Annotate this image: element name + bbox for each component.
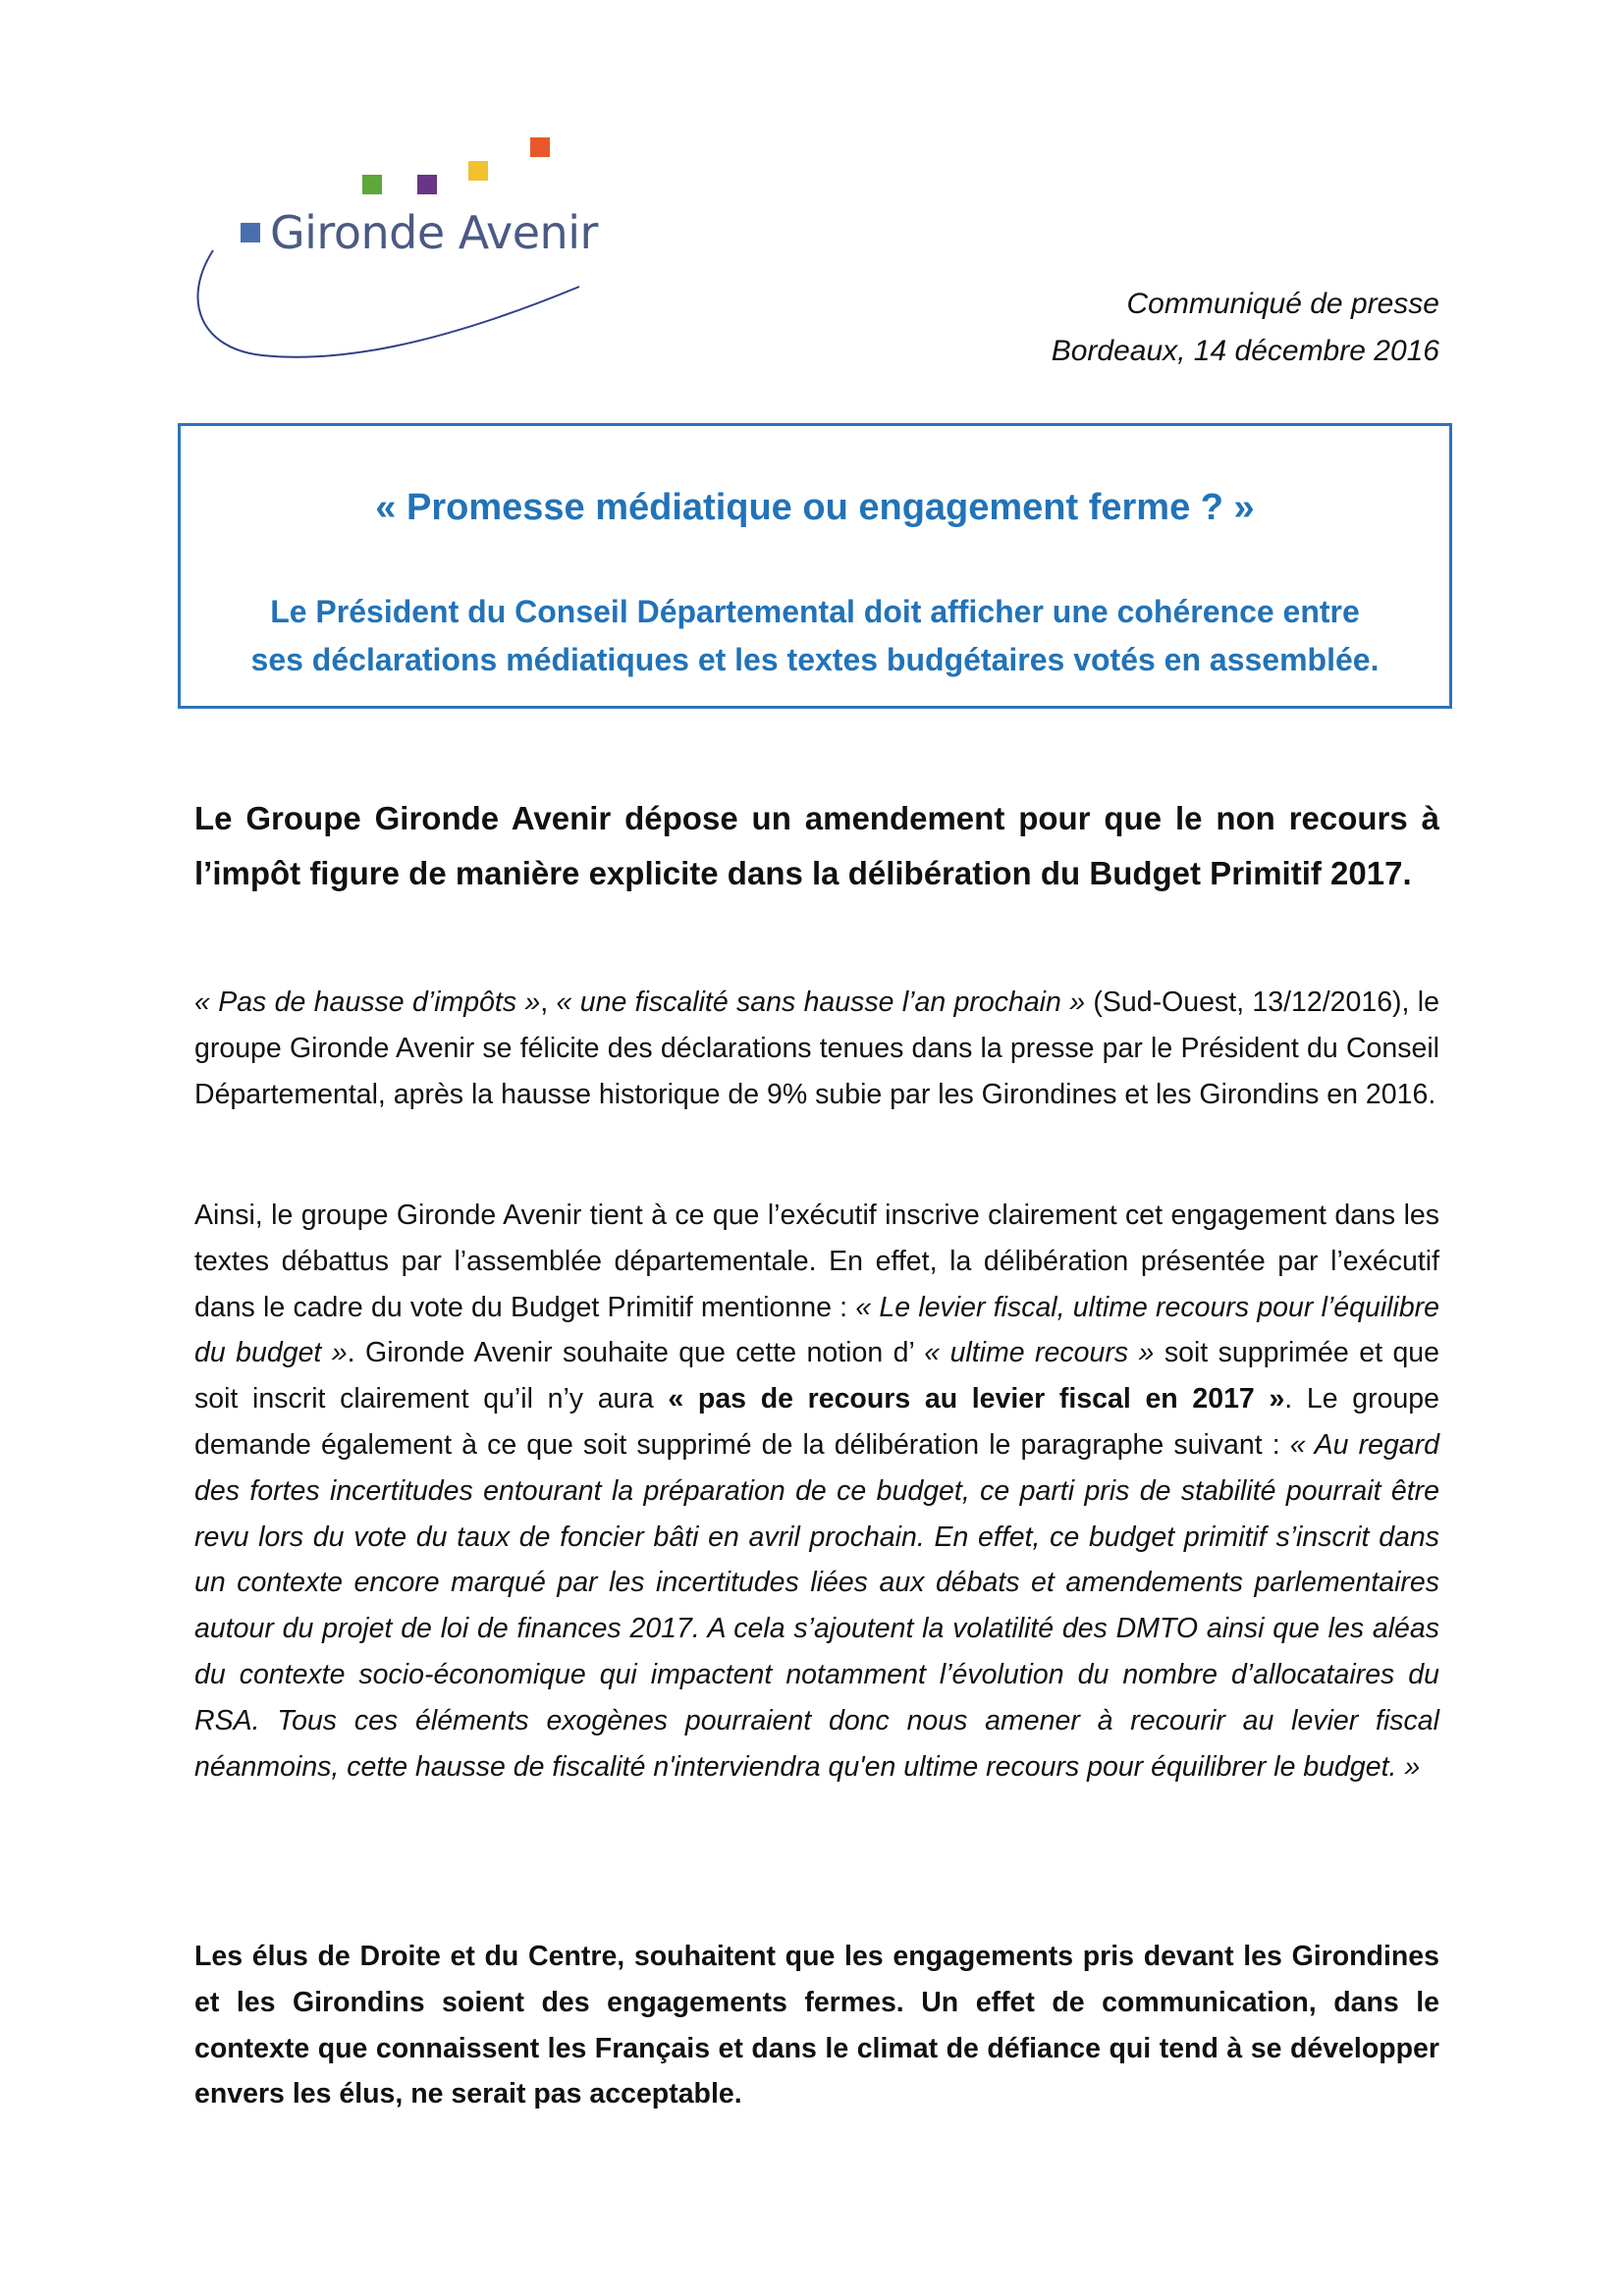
- paragraph-conclusion: Les élus de Droite et du Centre, souhaitent que les engagements pris devant les Girondines et les Girondins soient des engagements fermes. Un effet de communication, dans le contexte que connaissent les Français et dans le climat de défiance qui tend à se développer envers les élus, ne serait pas acceptable.: [194, 1941, 1439, 2110]
- document-meta: [1052, 281, 1439, 375]
- headline-subtitle-line1: Le Président du Conseil Départemental doit afficher une cohérence entre: [270, 594, 1360, 629]
- paragraph-quotes: [194, 980, 1439, 1117]
- p2-text-4: . Le groupe demande également à ce que soit supprimé de la délibération le paragraphe suivant :: [194, 1383, 1439, 1461]
- paragraph-quotes-rest: (Sud-Ouest, 13/12/2016), le groupe Gironde Avenir se félicite des déclarations tenues dans la presse par le Président du Conseil Départemental, après la hausse historique de 9% subie par les Girondines et les Girondins en 2016.: [194, 987, 1439, 1110]
- headline-box: [178, 423, 1452, 709]
- headline-subtitle: [181, 588, 1449, 684]
- quote-1: « Pas de hausse d’impôts »: [194, 987, 541, 1018]
- logo-swoosh: [198, 250, 579, 357]
- p2-text-1: Ainsi, le groupe Gironde Avenir tient à ce que l’exécutif inscrive clairement cet engagement dans les textes débattus par l’assemblée départementale. En effet, la délibération présentée par l’exécutif dans le cadre du vote du Budget Primitif mentionne :: [194, 1200, 1439, 1323]
- logo-square-purple: [417, 175, 437, 194]
- logo-square-green: [362, 175, 382, 194]
- logo-square-blue: [241, 223, 260, 242]
- p2-quote-levier: « Le levier fiscal, ultime recours pour l’équilibre du budget »: [194, 1291, 1440, 1369]
- headline-title: « Promesse médiatique ou engagement ferme ? »: [375, 487, 1255, 528]
- logo-square-yellow: [468, 161, 488, 181]
- paragraph-amendment: [194, 1193, 1439, 1789]
- gironde-avenir-logo: [191, 128, 604, 368]
- quote-2: « une fiscalité sans hausse l’an prochain »: [556, 987, 1086, 1018]
- logo-wordmark: Gironde Avenir: [270, 206, 598, 259]
- p2-text-3: soit supprimée et que soit inscrit clairement qu’il n’y aura: [194, 1337, 1439, 1415]
- p2-bold-commitment: « pas de recours au levier fiscal en 2017 »: [668, 1383, 1285, 1415]
- p2-quote-ultime: « ultime recours »: [924, 1337, 1155, 1369]
- p2-text-2: . Gironde Avenir souhaite que cette notion d’: [347, 1337, 925, 1369]
- place-date: Bordeaux, 14 décembre 2016: [1051, 335, 1439, 367]
- document-type: Communiqué de presse: [1126, 288, 1439, 320]
- logo-square-orange: [530, 137, 550, 157]
- quote-separator: ,: [540, 987, 557, 1018]
- p2-quote-paragraph: « Au regard des fortes incertitudes entourant la préparation de ce budget, ce parti pris de stabilité pourrait être revu lors du vote du taux de foncier bâti en avril prochain. En effet, ce budget primitif s’inscrit dans un contexte encore marqué par les incertitudes liées aux débats et amendements parlementaires autour du projet de loi de finances 2017. A cela s’ajoutent la volatilité des DMTO ainsi que les aléas du contexte socio-économique qui impactent notamment l’évolution du nombre d’allocataires du RSA. Tous ces éléments exogènes pourraient donc nous amener à recourir au levier fiscal néanmoins, cette hausse de fiscalité n'interviendra qu'en ultime recours pour équilibrer le budget. »: [194, 1428, 1439, 1783]
- headline-subtitle-line2: ses déclarations médiatiques et les textes budgétaires votés en assemblée.: [250, 642, 1380, 677]
- lead-paragraph: Le Groupe Gironde Avenir dépose un amendement pour que le non recours à l’impôt figure de manière explicite dans la délibération du Budget Primitif 2017.: [194, 800, 1439, 891]
